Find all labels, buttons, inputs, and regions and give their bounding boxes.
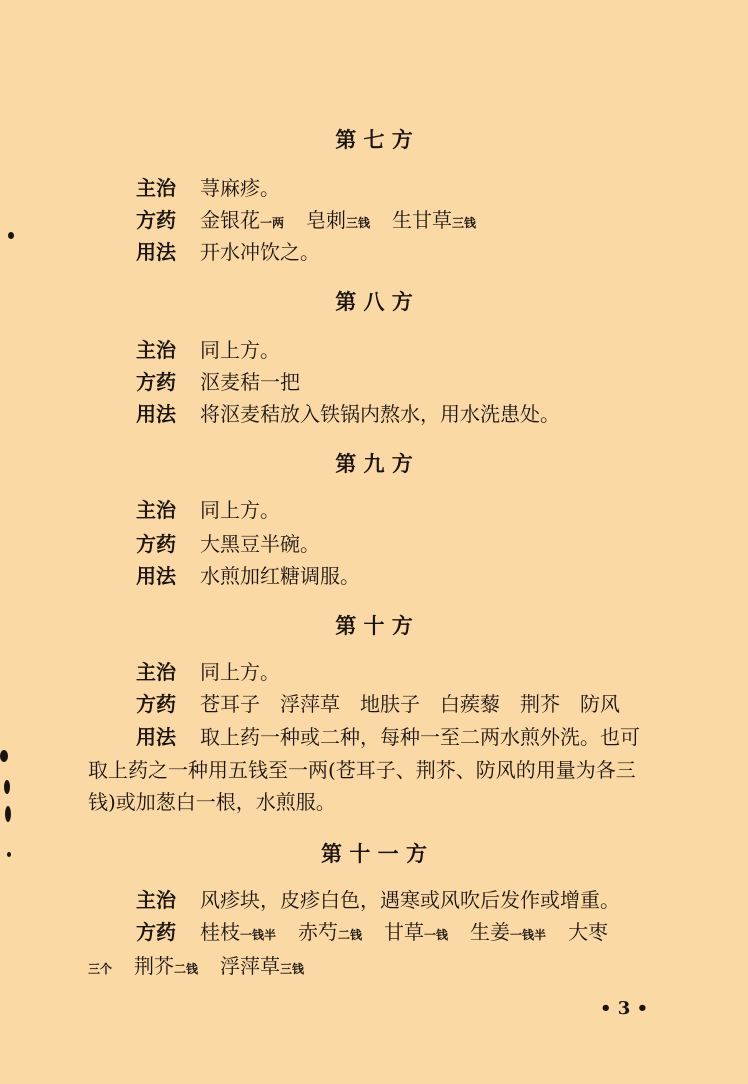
prescription-line <box>136 530 320 558</box>
indication-text: 荨麻疹。 <box>200 176 280 200</box>
prescription-label: 方药 <box>136 370 176 394</box>
usage-text: 开水冲饮之。 <box>200 240 320 264</box>
usage-text: 水煎加红糖调服。 <box>200 564 360 588</box>
herb-name: 大枣 <box>568 920 609 944</box>
section-heading: 第 七 方 <box>335 128 413 152</box>
herb-dose: 一两 <box>260 216 285 230</box>
herb-name: 金银花 <box>200 208 260 232</box>
herb-dose: 三钱 <box>280 962 305 976</box>
indication-label: 主治 <box>136 498 176 522</box>
herb-name: 生甘草 <box>392 208 453 232</box>
herb-dose: 三钱 <box>452 216 477 230</box>
indication-line <box>136 496 280 524</box>
herb-dose: 三个 <box>88 962 113 976</box>
usage-line <box>136 400 560 428</box>
herb-name: 皂刺 <box>306 208 347 232</box>
indication-label: 主治 <box>136 888 176 912</box>
indication-line <box>136 174 280 202</box>
section-heading: 第 十 方 <box>335 614 413 638</box>
prescription-line <box>136 368 300 396</box>
prescription-label: 方药 <box>136 692 176 716</box>
usage-label: 用法 <box>136 725 176 749</box>
scan-speck <box>7 852 11 857</box>
prescription-label: 方药 <box>136 532 176 556</box>
herb-name: 生姜 <box>470 920 511 944</box>
herb-name: 桂枝 <box>200 920 240 944</box>
usage-line <box>136 562 360 590</box>
prescription-label: 方药 <box>136 208 176 232</box>
indication-text: 同上方。 <box>200 338 280 362</box>
herb-dose: 三钱 <box>346 216 371 230</box>
indication-line <box>136 658 280 686</box>
indication-text: 同上方。 <box>200 660 280 684</box>
usage-text: 将沤麦秸放入铁锅内熬水，用水洗患处。 <box>200 402 560 426</box>
usage-continuation: 取上药之一种用五钱至一两(苍耳子、荆芥、防风的用量为各三 <box>88 758 636 782</box>
section-heading: 第 八 方 <box>335 290 413 314</box>
usage-label: 用法 <box>136 240 176 264</box>
scan-speck <box>4 780 10 794</box>
indication-text: 同上方。 <box>200 498 280 522</box>
indication-line <box>136 336 280 364</box>
scan-speck <box>0 750 8 762</box>
herb-dose: 二钱 <box>338 928 363 942</box>
herb-dose: 一钱半 <box>510 928 547 942</box>
indication-label: 主治 <box>136 338 176 362</box>
prescription-line <box>136 918 608 949</box>
page-number: • 3 • <box>600 998 649 1019</box>
herb-name: 荆芥 <box>134 954 175 978</box>
herb-name: 浮萍草 <box>220 954 281 978</box>
prescription-label: 方药 <box>136 920 176 944</box>
scan-speck <box>8 232 14 239</box>
herb-name: 赤芍 <box>298 920 339 944</box>
prescription-text: 苍耳子 浮萍草 地肤子 白蒺藜 荆芥 防风 <box>200 692 620 716</box>
indication-label: 主治 <box>136 176 176 200</box>
usage-label: 用法 <box>136 564 176 588</box>
herb-dose: 一钱 <box>424 928 449 942</box>
prescription-line <box>136 690 620 718</box>
section-heading: 第 十 一 方 <box>321 842 427 866</box>
usage-text: 取上药一种或二种，每种一至二两水煎外洗。也可 <box>200 725 640 749</box>
prescription-text: 沤麦秸一把 <box>200 370 300 394</box>
indication-line <box>136 886 620 914</box>
prescription-continuation <box>88 952 304 983</box>
scan-speck <box>5 806 11 822</box>
prescription-line <box>136 206 476 237</box>
usage-label: 用法 <box>136 402 176 426</box>
herb-name: 甘草 <box>384 920 425 944</box>
herb-dose: 二钱 <box>174 962 199 976</box>
indication-text: 风疹块，皮疹白色，遇寒或风吹后发作或增重。 <box>200 888 620 912</box>
herb-dose: 一钱半 <box>240 928 277 942</box>
usage-line <box>136 238 320 266</box>
section-heading: 第 九 方 <box>335 452 413 476</box>
usage-line <box>136 723 640 751</box>
indication-label: 主治 <box>136 660 176 684</box>
prescription-text: 大黑豆半碗。 <box>200 532 320 556</box>
usage-continuation: 钱)或加葱白一根，水煎服。 <box>88 790 336 814</box>
